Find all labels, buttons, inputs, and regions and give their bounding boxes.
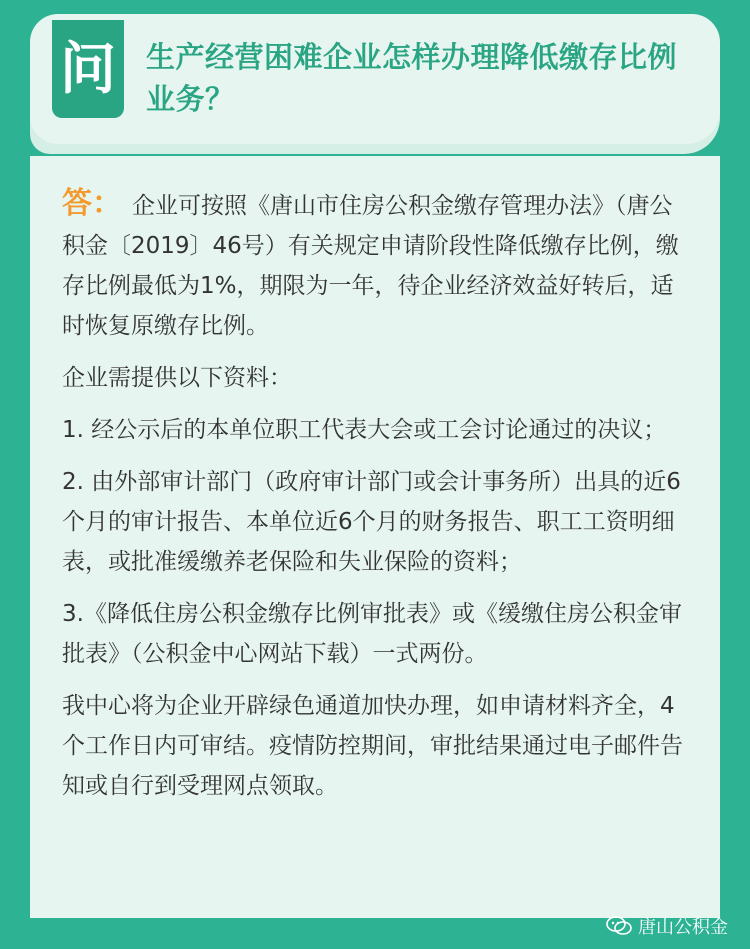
answer-body — [62, 184, 692, 818]
answer-card — [30, 156, 720, 918]
source-watermark — [606, 913, 728, 939]
answer-label: 答： — [62, 186, 122, 221]
watermark-text: 唐山公积金 — [638, 917, 728, 938]
answer-paragraph-materials-heading: 企业需提供以下资料： — [62, 365, 292, 391]
answer-paragraph-closing: 我中心将为企业开辟绿色通道加快办理，如申请材料齐全，4个工作日内可审结。疫情防控期间，审批结果通过电子邮件告知或自行到受理网点领取。 — [62, 693, 683, 799]
question-badge-label: 问 — [60, 36, 116, 102]
answer-paragraph-item-3: 3.《降低住房公积金缴存比例审批表》或《缓缴住房公积金审批表》（公积金中心网站下载）一式两份。 — [62, 601, 682, 667]
wechat-icon — [606, 916, 632, 936]
paragraph-text: 企业可按照《唐山市住房公积金缴存管理办法》（唐公积金〔2019〕46号）有关规定申请阶段性降低缴存比例，缴存比例最低为1%，期限为一年，待企业经济效益好转后，适时恢复原缴存比例。 — [62, 193, 679, 339]
answer-paragraph-item-1: 1. 经公示后的本单位职工代表大会或工会讨论通过的决议； — [62, 417, 667, 443]
question-title: 生产经营困难企业怎样办理降低缴存比例业务？ — [146, 40, 678, 116]
answer-paragraph-item-2: 2. 由外部审计部门（政府审计部门或会计事务所）出具的近6个月的审计报告、本单位近6个月的财务报告、职工工资明细表，或批准缓缴养老保险和失业保险的资料； — [62, 469, 681, 575]
answer-paragraph-intro — [62, 184, 692, 346]
question-badge — [52, 20, 124, 118]
